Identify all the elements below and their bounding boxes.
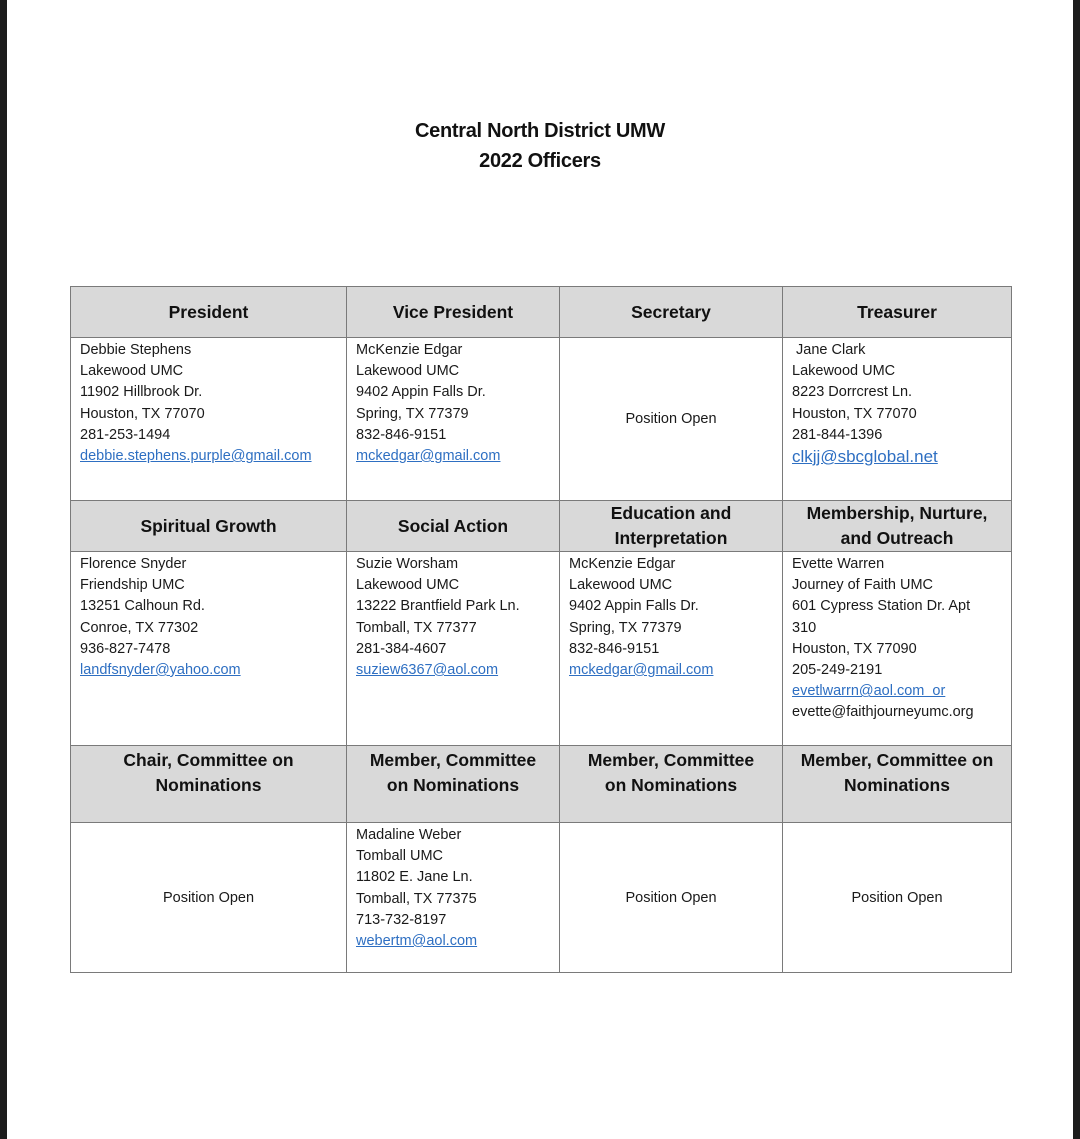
officer-church: Journey of Faith UMC <box>792 577 934 594</box>
officer-cell-chair-nominations <box>71 823 347 973</box>
officer-address: 8223 Dorrcrest Ln. <box>792 384 913 401</box>
position-open-status: Position Open <box>162 889 255 906</box>
officer-phone: 205-249-2191 <box>792 661 883 678</box>
officer-cell-member-nominations <box>347 823 560 973</box>
officer-address: 13222 Brantfield Park Ln. <box>356 598 520 615</box>
officer-city: Tomball, TX 77375 <box>356 890 477 907</box>
officer-phone: 832-846-9151 <box>569 640 660 657</box>
officer-phone: 936-827-7478 <box>80 640 171 657</box>
officer-phone: 281-844-1396 <box>792 426 883 443</box>
officer-email-alt: evette@faithjourneyumc.org <box>792 704 974 721</box>
header-president: President <box>71 287 347 338</box>
header-line: Nominations <box>844 775 950 795</box>
officer-address: 601 Cypress Station Dr. Apt <box>792 598 971 615</box>
position-open-status: Position Open <box>625 411 717 427</box>
officer-cell-social-action <box>347 552 560 746</box>
officer-email-link[interactable]: clkjj@sbcglobal.net <box>792 446 938 466</box>
position-open-status: Position Open <box>625 889 717 906</box>
officer-cell-president <box>71 338 347 501</box>
officer-cell-vice-president <box>347 338 560 501</box>
officer-phone: 281-384-4607 <box>356 640 447 657</box>
officer-cell-membership-nurture-outreach <box>783 552 1012 746</box>
officer-cell-treasurer <box>783 338 1012 501</box>
officer-name: Madaline Weber <box>356 827 462 843</box>
officer-church: Lakewood UMC <box>356 577 460 594</box>
officer-email-link[interactable]: mckedgar@gmail.com <box>356 447 501 464</box>
officer-email-link[interactable]: webertm@aol.com <box>356 932 478 949</box>
header-line: Nominations <box>155 775 262 795</box>
officer-email-link[interactable]: debbie.stephens.purple@gmail.com <box>80 447 312 464</box>
officer-address-cont: 310 <box>792 619 817 636</box>
officer-name: Debbie Stephens <box>80 342 192 358</box>
officer-name: Evette Warren <box>792 556 885 572</box>
document-title <box>0 116 1080 176</box>
officer-row <box>71 338 1012 501</box>
title-line-2: 2022 Officers <box>479 150 601 172</box>
officer-email-link[interactable]: landfsnyder@yahoo.com <box>80 661 241 678</box>
officer-city: Spring, TX 77379 <box>356 405 469 422</box>
officer-name: Florence Snyder <box>80 556 187 572</box>
officer-name: Suzie Worsham <box>356 556 459 572</box>
officer-row <box>71 552 1012 746</box>
officer-church: Friendship UMC <box>80 577 185 594</box>
header-vice-president: Vice President <box>347 287 560 338</box>
officer-name: McKenzie Edgar <box>356 342 463 358</box>
officer-cell-spiritual-growth <box>71 552 347 746</box>
officer-church: Lakewood UMC <box>80 363 184 380</box>
officer-cell-member-nominations <box>783 823 1012 973</box>
officer-address: 11802 E. Jane Ln. <box>356 869 473 886</box>
header-row <box>71 287 1012 338</box>
header-line: Chair, Committee on <box>123 750 294 770</box>
officer-address: 11902 Hillbrook Dr. <box>80 384 203 401</box>
header-treasurer: Treasurer <box>783 287 1012 338</box>
header-social-action: Social Action <box>347 501 560 552</box>
officer-church: Lakewood UMC <box>356 363 460 380</box>
officer-phone: 832-846-9151 <box>356 426 447 443</box>
officer-email-link[interactable]: mckedgar@gmail.com <box>569 661 714 678</box>
officer-cell-secretary <box>560 338 783 501</box>
header-line: Member, Committee on <box>800 750 994 770</box>
officer-name: Jane Clark <box>792 342 866 358</box>
officer-cell-education-interpretation <box>560 552 783 746</box>
header-member-nominations <box>783 746 1012 823</box>
officer-city: Houston, TX 77090 <box>792 640 917 657</box>
header-row <box>71 746 1012 823</box>
officer-row <box>71 823 1012 973</box>
officer-phone: 281-253-1494 <box>80 426 171 443</box>
header-membership-nurture-outreach <box>783 501 1012 552</box>
officer-email-link[interactable]: evetlwarrn@aol.com or <box>792 683 946 700</box>
header-line: on Nominations <box>604 775 738 795</box>
header-secretary: Secretary <box>560 287 783 338</box>
position-open-status: Position Open <box>851 889 943 906</box>
header-line: on Nominations <box>386 775 520 795</box>
header-line: Interpretation <box>614 528 728 548</box>
officer-phone: 713-732-8197 <box>356 911 447 928</box>
header-line: Education and <box>610 503 732 523</box>
header-row <box>71 501 1012 552</box>
officer-church: Tomball UMC <box>356 848 444 865</box>
officer-email-link[interactable]: suziew6367@aol.com <box>356 661 499 678</box>
officer-church: Lakewood UMC <box>792 363 896 380</box>
header-member-nominations <box>347 746 560 823</box>
officer-church: Lakewood UMC <box>569 577 673 594</box>
header-education-interpretation <box>560 501 783 552</box>
officer-city: Houston, TX 77070 <box>80 405 205 422</box>
header-line: and Outreach <box>840 528 954 548</box>
officer-cell-member-nominations <box>560 823 783 973</box>
header-line: Member, Committee <box>587 750 755 770</box>
header-chair-nominations <box>71 746 347 823</box>
officer-address: 9402 Appin Falls Dr. <box>569 598 699 615</box>
header-spiritual-growth: Spiritual Growth <box>71 501 347 552</box>
officer-city: Spring, TX 77379 <box>569 619 682 636</box>
header-line: Member, Committee <box>369 750 537 770</box>
officer-city: Houston, TX 77070 <box>792 405 917 422</box>
title-line-1: Central North District UMW <box>415 120 665 142</box>
officer-city: Tomball, TX 77377 <box>356 619 477 636</box>
header-member-nominations <box>560 746 783 823</box>
header-line: Membership, Nurture, <box>806 503 988 523</box>
officer-address: 9402 Appin Falls Dr. <box>356 384 486 401</box>
officer-city: Conroe, TX 77302 <box>80 619 199 636</box>
officer-address: 13251 Calhoun Rd. <box>80 598 205 615</box>
officer-name: McKenzie Edgar <box>569 556 676 572</box>
officers-table <box>70 286 1012 973</box>
